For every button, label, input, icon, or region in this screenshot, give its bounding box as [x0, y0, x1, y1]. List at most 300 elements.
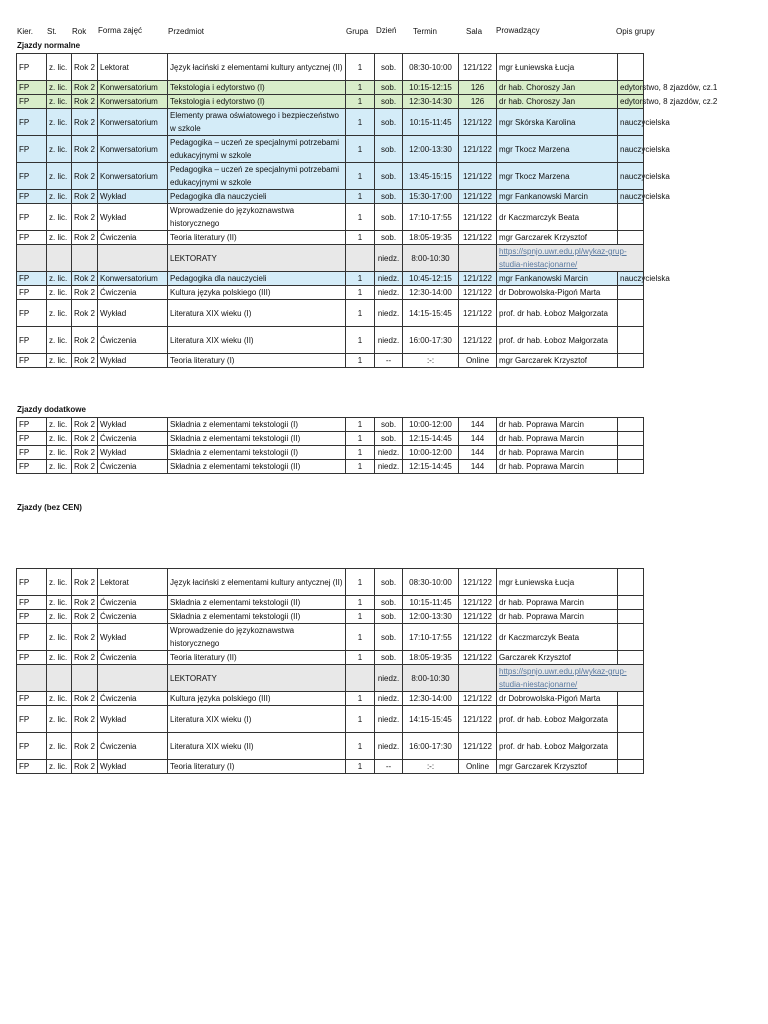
- cell-dzien: niedz.: [375, 286, 403, 300]
- cell-opis: nauczycielska: [618, 109, 644, 136]
- header-prowadzacy: Prowadzący: [496, 26, 540, 35]
- cell-opis: [618, 706, 644, 733]
- table-row: [17, 204, 644, 231]
- cell-termin: 12:15-14:45: [403, 432, 459, 446]
- cell-kierunek: FP: [17, 286, 47, 300]
- cell-dzien: sob.: [375, 54, 403, 81]
- cell-studia: z. lic.: [47, 610, 72, 624]
- cell-forma: Wykład: [98, 760, 168, 774]
- header-rok: Rok: [72, 27, 87, 36]
- cell-opis: [618, 54, 644, 81]
- table-row: [17, 95, 644, 109]
- cell-studia: z. lic.: [47, 81, 72, 95]
- cell-kierunek: FP: [17, 706, 47, 733]
- cell-przedmiot: Pedagogika – uczeń ze specjalnymi potrzebami edukacyjnymi w szkole: [168, 163, 346, 190]
- cell-studia: z. lic.: [47, 327, 72, 354]
- cell-rok: Rok 2: [72, 596, 98, 610]
- cell-rok: Rok 2: [72, 610, 98, 624]
- cell-grupa: 1: [346, 190, 375, 204]
- cell-termin: 12:30-14:00: [403, 692, 459, 706]
- cell-rok: Rok 2: [72, 460, 98, 474]
- cell-przedmiot: Pedagogika – uczeń ze specjalnymi potrzebami edukacyjnymi w szkole: [168, 136, 346, 163]
- cell-termin: 16:00-17:30: [403, 733, 459, 760]
- cell-kierunek: FP: [17, 733, 47, 760]
- cell-opis: [618, 354, 644, 368]
- cell-grupa: 1: [346, 95, 375, 109]
- cell-dzien: niedz.: [375, 460, 403, 474]
- cell-grupa: 1: [346, 760, 375, 774]
- column-header-row: [0, 27, 768, 41]
- cell-prowadzacy: dr hab. Poprawa Marcin: [497, 432, 618, 446]
- table-row: [17, 272, 644, 286]
- header-przedmiot: Przedmiot: [168, 27, 205, 36]
- section-title-dodatkowe: Zjazdy dodatkowe: [17, 405, 86, 414]
- cell-dzien: niedz.: [375, 327, 403, 354]
- cell-dzien: niedz.: [375, 665, 403, 692]
- cell-prowadzacy: dr Kaczmarczyk Beata: [497, 624, 618, 651]
- cell-forma: Ćwiczenia: [98, 651, 168, 665]
- table-row: [17, 354, 644, 368]
- lektoraty-link[interactable]: https://spnjo.uwr.edu.pl/wykaz-grup-studia-niestacjonarne/: [499, 667, 627, 689]
- cell-dzien: sob.: [375, 418, 403, 432]
- cell-rok: Rok 2: [72, 272, 98, 286]
- table-row: [17, 706, 644, 733]
- cell-rok: Rok 2: [72, 432, 98, 446]
- cell-dzien: --: [375, 354, 403, 368]
- cell-termin: 17:10-17:55: [403, 204, 459, 231]
- cell-dzien: sob.: [375, 136, 403, 163]
- cell-forma: Lektorat: [98, 569, 168, 596]
- cell-termin: 17:10-17:55: [403, 624, 459, 651]
- cell-studia: z. lic.: [47, 596, 72, 610]
- cell-sala: 126: [459, 81, 497, 95]
- cell-sala: 121/122: [459, 204, 497, 231]
- cell-termin: :-:: [403, 354, 459, 368]
- cell-grupa: 1: [346, 446, 375, 460]
- cell-studia: z. lic.: [47, 286, 72, 300]
- cell-grupa: 1: [346, 204, 375, 231]
- header-st: St.: [47, 27, 57, 36]
- cell-rok: Rok 2: [72, 81, 98, 95]
- cell-dzien: sob.: [375, 624, 403, 651]
- cell-przedmiot: Składnia z elementami tekstologii (I): [168, 446, 346, 460]
- cell-kierunek: FP: [17, 596, 47, 610]
- cell-opis: [618, 692, 644, 706]
- cell-studia: z. lic.: [47, 706, 72, 733]
- cell-dzien: sob.: [375, 569, 403, 596]
- cell-sala: 121/122: [459, 692, 497, 706]
- cell-przedmiot: Teoria literatury (I): [168, 354, 346, 368]
- cell-studia: z. lic.: [47, 446, 72, 460]
- cell-empty: [47, 245, 72, 272]
- cell-opis: [618, 418, 644, 432]
- cell-przedmiot: Składnia z elementami tekstologii (II): [168, 432, 346, 446]
- cell-prowadzacy: dr hab. Poprawa Marcin: [497, 418, 618, 432]
- cell-przedmiot: Teoria literatury (I): [168, 760, 346, 774]
- cell-sala: 126: [459, 95, 497, 109]
- cell-dzien: niedz.: [375, 733, 403, 760]
- cell-studia: z. lic.: [47, 231, 72, 245]
- cell-dzien: sob.: [375, 432, 403, 446]
- cell-forma: Konwersatorium: [98, 81, 168, 95]
- cell-kierunek: FP: [17, 569, 47, 596]
- cell-sala: 121/122: [459, 300, 497, 327]
- cell-prowadzacy: dr Dobrowolska-Pigoń Marta: [497, 692, 618, 706]
- cell-grupa: 1: [346, 418, 375, 432]
- cell-prowadzacy: dr hab. Poprawa Marcin: [497, 446, 618, 460]
- cell-grupa: 1: [346, 286, 375, 300]
- cell-rok: Rok 2: [72, 692, 98, 706]
- cell-forma: Ćwiczenia: [98, 231, 168, 245]
- cell-grupa: 1: [346, 163, 375, 190]
- header-kier: Kier.: [17, 27, 34, 36]
- cell-opis: [618, 286, 644, 300]
- cell-dzien: sob.: [375, 231, 403, 245]
- cell-rok: Rok 2: [72, 95, 98, 109]
- cell-dzien: sob.: [375, 81, 403, 95]
- cell-grupa: 1: [346, 692, 375, 706]
- cell-studia: z. lic.: [47, 651, 72, 665]
- cell-kierunek: FP: [17, 610, 47, 624]
- cell-kierunek: FP: [17, 354, 47, 368]
- cell-lektoraty-label: LEKTORATY: [168, 245, 346, 272]
- cell-grupa: 1: [346, 109, 375, 136]
- header-termin: Termin: [413, 27, 438, 36]
- table-row: [17, 54, 644, 81]
- cell-termin: 18:05-19:35: [403, 651, 459, 665]
- cell-przedmiot: Tekstologia i edytorstwo (I): [168, 81, 346, 95]
- header-sala: Sala: [466, 27, 483, 36]
- cell-prowadzacy: prof. dr hab. Łoboz Małgorzata: [497, 706, 618, 733]
- cell-kierunek: FP: [17, 95, 47, 109]
- cell-opis: nauczycielska: [618, 272, 644, 286]
- cell-forma: Konwersatorium: [98, 272, 168, 286]
- cell-prowadzacy: mgr Fankanowski Marcin: [497, 190, 618, 204]
- cell-przedmiot: Literatura XIX wieku (I): [168, 706, 346, 733]
- table-row: [17, 651, 644, 665]
- cell-termin: 08:30-10:00: [403, 54, 459, 81]
- table-row: [17, 665, 644, 692]
- cell-sala: 144: [459, 446, 497, 460]
- cell-studia: z. lic.: [47, 354, 72, 368]
- cell-kierunek: FP: [17, 231, 47, 245]
- cell-studia: z. lic.: [47, 733, 72, 760]
- cell-sala: 144: [459, 418, 497, 432]
- cell-sala: 121/122: [459, 610, 497, 624]
- cell-opis: nauczycielska: [618, 190, 644, 204]
- cell-rok: Rok 2: [72, 190, 98, 204]
- cell-opis: [618, 624, 644, 651]
- cell-empty: [459, 245, 497, 272]
- table-row: [17, 109, 644, 136]
- cell-prowadzacy: dr hab. Poprawa Marcin: [497, 610, 618, 624]
- table-row: [17, 300, 644, 327]
- cell-termin: 12:30-14:00: [403, 286, 459, 300]
- cell-grupa: 1: [346, 706, 375, 733]
- table-row: [17, 190, 644, 204]
- cell-prowadzacy: dr hab. Poprawa Marcin: [497, 460, 618, 474]
- table-row: [17, 596, 644, 610]
- cell-kierunek: FP: [17, 446, 47, 460]
- cell-rok: Rok 2: [72, 733, 98, 760]
- cell-opis: [618, 204, 644, 231]
- table-row: [17, 245, 644, 272]
- cell-dzien: sob.: [375, 204, 403, 231]
- cell-przedmiot: Teoria literatury (II): [168, 231, 346, 245]
- cell-kierunek: FP: [17, 692, 47, 706]
- cell-sala: Online: [459, 760, 497, 774]
- cell-studia: z. lic.: [47, 109, 72, 136]
- cell-opis: [618, 446, 644, 460]
- cell-rok: Rok 2: [72, 569, 98, 596]
- cell-grupa: 1: [346, 432, 375, 446]
- cell-forma: Lektorat: [98, 54, 168, 81]
- cell-forma: Wykład: [98, 624, 168, 651]
- cell-termin: 14:15-15:45: [403, 300, 459, 327]
- cell-empty: [17, 245, 47, 272]
- cell-rok: Rok 2: [72, 204, 98, 231]
- cell-rok: Rok 2: [72, 327, 98, 354]
- cell-prowadzacy: dr hab. Choroszy Jan: [497, 95, 618, 109]
- cell-sala: 121/122: [459, 272, 497, 286]
- header-dzien: Dzień: [376, 26, 397, 35]
- cell-forma: Konwersatorium: [98, 136, 168, 163]
- cell-empty: [47, 665, 72, 692]
- section-title-bez-cen: Zjazdy (bez CEN): [17, 503, 82, 512]
- cell-prowadzacy: Garczarek Krzysztof: [497, 651, 618, 665]
- cell-przedmiot: Wprowadzenie do językoznawstwa historycznego: [168, 624, 346, 651]
- cell-opis: [618, 610, 644, 624]
- cell-opis: [618, 231, 644, 245]
- cell-termin: 10:15-12:15: [403, 81, 459, 95]
- cell-grupa: 1: [346, 354, 375, 368]
- cell-dzien: niedz.: [375, 245, 403, 272]
- cell-przedmiot: Składnia z elementami tekstologii (I): [168, 418, 346, 432]
- cell-forma: Ćwiczenia: [98, 596, 168, 610]
- cell-sala: 144: [459, 432, 497, 446]
- cell-forma: Ćwiczenia: [98, 460, 168, 474]
- table-row: [17, 624, 644, 651]
- cell-rok: Rok 2: [72, 163, 98, 190]
- schedule-table-bez-cen: [16, 568, 644, 774]
- cell-opis: nauczycielska: [618, 163, 644, 190]
- cell-prowadzacy: mgr Skórska Karolina: [497, 109, 618, 136]
- cell-opis: [618, 651, 644, 665]
- cell-sala: 121/122: [459, 163, 497, 190]
- cell-termin: 15:30-17:00: [403, 190, 459, 204]
- cell-kierunek: FP: [17, 272, 47, 286]
- cell-dzien: niedz.: [375, 272, 403, 286]
- cell-prowadzacy: prof. dr hab. Łoboz Małgorzata: [497, 300, 618, 327]
- schedule-table-dodatkowe: [16, 417, 644, 474]
- cell-link: [497, 245, 644, 272]
- cell-przedmiot: Literatura XIX wieku (II): [168, 327, 346, 354]
- cell-przedmiot: Język łaciński z elementami kultury antycznej (II): [168, 54, 346, 81]
- cell-grupa: 1: [346, 460, 375, 474]
- cell-przedmiot: Składnia z elementami tekstologii (II): [168, 596, 346, 610]
- cell-studia: z. lic.: [47, 272, 72, 286]
- cell-termin: 13:45-15:15: [403, 163, 459, 190]
- table-row: [17, 231, 644, 245]
- cell-prowadzacy: mgr Garczarek Krzysztof: [497, 354, 618, 368]
- cell-forma: Konwersatorium: [98, 109, 168, 136]
- cell-studia: z. lic.: [47, 95, 72, 109]
- cell-prowadzacy: mgr Garczarek Krzysztof: [497, 231, 618, 245]
- cell-kierunek: FP: [17, 418, 47, 432]
- cell-kierunek: FP: [17, 760, 47, 774]
- table-row: [17, 286, 644, 300]
- cell-dzien: niedz.: [375, 300, 403, 327]
- cell-grupa: 1: [346, 136, 375, 163]
- cell-sala: 121/122: [459, 733, 497, 760]
- cell-sala: 121/122: [459, 231, 497, 245]
- cell-grupa: 1: [346, 54, 375, 81]
- cell-termin: :-:: [403, 760, 459, 774]
- cell-forma: Ćwiczenia: [98, 327, 168, 354]
- cell-rok: Rok 2: [72, 706, 98, 733]
- cell-forma: Ćwiczenia: [98, 286, 168, 300]
- lektoraty-link[interactable]: https://spnjo.uwr.edu.pl/wykaz-grup-studia-niestacjonarne/: [499, 247, 627, 269]
- cell-termin: 10:15-11:45: [403, 109, 459, 136]
- cell-przedmiot: Literatura XIX wieku (I): [168, 300, 346, 327]
- cell-prowadzacy: prof. dr hab. Łoboz Małgorzata: [497, 327, 618, 354]
- header-forma: Forma zajęć: [98, 26, 143, 35]
- cell-dzien: sob.: [375, 95, 403, 109]
- cell-prowadzacy: dr Kaczmarczyk Beata: [497, 204, 618, 231]
- cell-dzien: sob.: [375, 610, 403, 624]
- cell-przedmiot: Wprowadzenie do językoznawstwa historycznego: [168, 204, 346, 231]
- cell-kierunek: FP: [17, 432, 47, 446]
- cell-rok: Rok 2: [72, 760, 98, 774]
- cell-sala: 121/122: [459, 706, 497, 733]
- table-row: [17, 446, 644, 460]
- cell-grupa: 1: [346, 231, 375, 245]
- cell-opis: edytorstwo, 8 zjazdów, cz.2: [618, 95, 644, 109]
- cell-grupa: 1: [346, 569, 375, 596]
- cell-kierunek: FP: [17, 81, 47, 95]
- cell-opis: edytorstwo, 8 zjazdów, cz.1: [618, 81, 644, 95]
- cell-sala: 121/122: [459, 327, 497, 354]
- cell-kierunek: FP: [17, 136, 47, 163]
- cell-przedmiot: Literatura XIX wieku (II): [168, 733, 346, 760]
- cell-grupa: 1: [346, 300, 375, 327]
- cell-kierunek: FP: [17, 651, 47, 665]
- cell-dzien: niedz.: [375, 446, 403, 460]
- cell-opis: nauczycielska: [618, 136, 644, 163]
- table-row: [17, 692, 644, 706]
- cell-kierunek: FP: [17, 163, 47, 190]
- cell-studia: z. lic.: [47, 163, 72, 190]
- cell-prowadzacy: dr Dobrowolska-Pigoń Marta: [497, 286, 618, 300]
- cell-termin: 10:15-11:45: [403, 596, 459, 610]
- cell-studia: z. lic.: [47, 624, 72, 651]
- cell-lektoraty-label: LEKTORATY: [168, 665, 346, 692]
- cell-rok: Rok 2: [72, 54, 98, 81]
- table-row: [17, 327, 644, 354]
- cell-przedmiot: Pedagogika dla nauczycieli: [168, 272, 346, 286]
- cell-grupa: 1: [346, 733, 375, 760]
- cell-rok: Rok 2: [72, 136, 98, 163]
- cell-termin: 8:00-10:30: [403, 245, 459, 272]
- cell-opis: [618, 733, 644, 760]
- cell-sala: 121/122: [459, 569, 497, 596]
- cell-dzien: niedz.: [375, 692, 403, 706]
- cell-kierunek: FP: [17, 460, 47, 474]
- cell-dzien: sob.: [375, 163, 403, 190]
- cell-prowadzacy: mgr Tkocz Marzena: [497, 136, 618, 163]
- cell-studia: z. lic.: [47, 418, 72, 432]
- cell-termin: 12:00-13:30: [403, 136, 459, 163]
- cell-grupa: 1: [346, 272, 375, 286]
- cell-forma: Ćwiczenia: [98, 432, 168, 446]
- cell-forma: Ćwiczenia: [98, 610, 168, 624]
- cell-forma: Wykład: [98, 190, 168, 204]
- cell-opis: [618, 596, 644, 610]
- cell-termin: 16:00-17:30: [403, 327, 459, 354]
- cell-forma: Wykład: [98, 418, 168, 432]
- cell-termin: 12:15-14:45: [403, 460, 459, 474]
- cell-przedmiot: Język łaciński z elementami kultury antycznej (II): [168, 569, 346, 596]
- table-row: [17, 432, 644, 446]
- cell-forma: Wykład: [98, 204, 168, 231]
- cell-empty: [346, 245, 375, 272]
- cell-grupa: 1: [346, 651, 375, 665]
- cell-kierunek: FP: [17, 624, 47, 651]
- cell-forma: Wykład: [98, 706, 168, 733]
- cell-przedmiot: Teoria literatury (II): [168, 651, 346, 665]
- cell-studia: z. lic.: [47, 569, 72, 596]
- cell-kierunek: FP: [17, 204, 47, 231]
- cell-prowadzacy: mgr Fankanowski Marcin: [497, 272, 618, 286]
- cell-opis: [618, 300, 644, 327]
- cell-forma: Ćwiczenia: [98, 733, 168, 760]
- cell-forma: Konwersatorium: [98, 95, 168, 109]
- cell-studia: z. lic.: [47, 692, 72, 706]
- table-row: [17, 460, 644, 474]
- cell-prowadzacy: mgr Łuniewska Łucja: [497, 54, 618, 81]
- cell-prowadzacy: dr hab. Poprawa Marcin: [497, 596, 618, 610]
- cell-link: [497, 665, 644, 692]
- cell-rok: Rok 2: [72, 624, 98, 651]
- table-row: [17, 81, 644, 95]
- cell-grupa: 1: [346, 624, 375, 651]
- cell-grupa: 1: [346, 596, 375, 610]
- cell-dzien: --: [375, 760, 403, 774]
- cell-opis: [618, 327, 644, 354]
- cell-dzien: sob.: [375, 109, 403, 136]
- table-row: [17, 569, 644, 596]
- cell-przedmiot: Elementy prawa oświatowego i bezpieczeństwo w szkole: [168, 109, 346, 136]
- cell-przedmiot: Kultura języka polskiego (III): [168, 286, 346, 300]
- cell-dzien: niedz.: [375, 706, 403, 733]
- cell-studia: z. lic.: [47, 190, 72, 204]
- cell-empty: [98, 245, 168, 272]
- cell-rok: Rok 2: [72, 418, 98, 432]
- cell-termin: 12:00-13:30: [403, 610, 459, 624]
- cell-grupa: 1: [346, 81, 375, 95]
- cell-kierunek: FP: [17, 54, 47, 81]
- cell-empty: [459, 665, 497, 692]
- cell-sala: 121/122: [459, 136, 497, 163]
- cell-opis: [618, 569, 644, 596]
- cell-grupa: 1: [346, 327, 375, 354]
- cell-grupa: 1: [346, 610, 375, 624]
- cell-prowadzacy: dr hab. Choroszy Jan: [497, 81, 618, 95]
- cell-przedmiot: Składnia z elementami tekstologii (II): [168, 610, 346, 624]
- cell-empty: [98, 665, 168, 692]
- cell-studia: z. lic.: [47, 204, 72, 231]
- table-row: [17, 610, 644, 624]
